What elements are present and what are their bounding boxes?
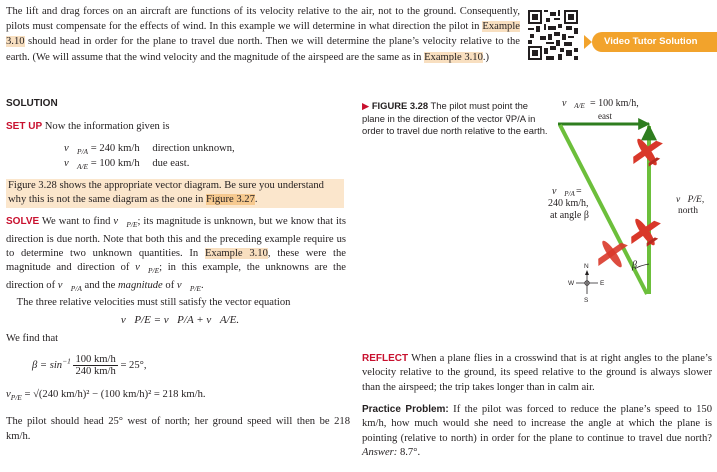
svg-text:S: S — [584, 297, 589, 304]
given-vae: $v⃗_{A/E} = 100$ km/h due east. — [64, 158, 190, 172]
vector-diagram — [546, 94, 717, 310]
example-3-10-link-2[interactable]: Example 3.10 — [424, 51, 483, 63]
intro-paragraph: The lift and drag forces on an aircraft are functions of its velocity relative to the air, not to the ground. Consequently, pilots must compensate for the effects of wind. In this example we will determine in what direction the pilot in Example 3.10 should head in order for the plane to travel due north. Then we will determine the plane’s velocity relative to the earth. (We will assume that the wind velocity and the magnitude of the airspeed are the same as in Example 3.10.) — [6, 6, 520, 63]
setup-text: Now the information given is — [44, 121, 170, 132]
example-3-10-link-3[interactable]: Example 3.10 — [204, 247, 268, 259]
svg-text:W: W — [568, 280, 575, 287]
svg-text:east: east — [598, 111, 612, 121]
setup-line — [6, 121, 170, 132]
example-3-10-link[interactable]: Example 3.10 — [6, 21, 520, 48]
beta-equation: $\beta = \sin^{-1}$ $\frac{100 km/h}{240 km/h}$ = 25°, — [32, 354, 147, 377]
svg-text:E: E — [600, 280, 605, 287]
svg-text:v⃗P/E,: v⃗P/E, — [676, 195, 705, 205]
practice-label: Practice Problem: — [362, 404, 449, 415]
svg-text:= 100 km/h,: = 100 km/h, — [590, 98, 639, 109]
reflect-label: REFLECT — [362, 353, 409, 364]
beta-arc — [635, 264, 649, 269]
figure-3-27-link[interactable]: Figure 3.27 — [206, 194, 255, 206]
conclusion-paragraph: The pilot should head 25° west of north; her ground speed will then be 218 km/h. — [6, 416, 350, 442]
figure-caption-text: The pilot must point the plane in the direction of the vector v⃗P/A in order to travel due north relative to the earth. — [362, 100, 548, 137]
ground-speed-equation: $v_{P/E} = √(240$ km/h)² − (100 km/h)² = 218 km/h. — [6, 389, 206, 403]
answer-label: Answer: — [362, 447, 398, 459]
setup-label: SET UP — [6, 121, 43, 132]
solution-heading: SOLUTION — [6, 98, 58, 109]
practice-problem-paragraph: Practice Problem: If the pilot was forced to reduce the plane’s speed to 150 km/h, how much would she need to increase the angle at which the plane is pointing (relative to north) in order for the plane to continue to travel due north? Answer: 8.7°. — [362, 404, 712, 459]
svg-text:N: N — [584, 263, 589, 270]
beta-fraction: $\frac{100 km/h}{240 km/h}$ — [75, 354, 116, 377]
svg-text:=: = — [576, 186, 582, 197]
compass-icon — [568, 263, 605, 304]
solve-label: SOLVE — [6, 216, 40, 227]
reflect-paragraph: REFLECT When a plane flies in a crosswind that is at right angles to the plane’s velocity relative to the ground, its speed relative to the ground is always slower than the airspeed; the trip takes longer than in calm air. — [362, 353, 713, 393]
svg-text:v⃗P/A: $v⃗_{P/A}$ — [552, 186, 575, 198]
svg-text:v⃗A/E: $v⃗_{A/E}$ — [562, 98, 585, 110]
find-text: We find that — [6, 333, 59, 344]
svg-text:at angle β: at angle β — [550, 210, 589, 221]
given-vpa: $v⃗_{P/A} = 240$ km/h direction unknown, — [64, 143, 235, 157]
vpa-label — [548, 186, 589, 221]
vpe-label — [676, 195, 704, 216]
vae-label — [562, 98, 639, 121]
figure-caption — [362, 100, 550, 138]
figure-number: FIGURE 3.28 — [371, 100, 429, 111]
answer-value: 8.7°. — [399, 447, 421, 459]
beta-label: β — [632, 260, 637, 271]
figure-reference-paragraph: Figure 3.28 shows the appropriate vector diagram. Be sure you understand why this is not the same diagram as the one in Figure 3.27. — [6, 179, 344, 208]
figure-marker-icon: ▶ — [362, 100, 370, 111]
svg-text:240 km/h,: 240 km/h, — [548, 198, 589, 209]
plane-icon-3 — [588, 231, 636, 278]
video-tutor-button[interactable]: Video Tutor Solution — [592, 32, 717, 52]
solve-paragraph: SOLVE We want to find $v⃗_{P/E}$; its magnitude is unknown, but we know that its direction is due north. Note that both this and the preceding example require us to determine two unknown quantities. In Example 3.10, these were the magnitude and direction of $v⃗_{P/E}$; in this example, the unknowns are the direction of $v⃗_{P/A}$ and the magnitude of $v⃗_{P/E}$. The three relative velocities must still satisfy the vector equation — [6, 216, 346, 309]
svg-text:north: north — [678, 206, 699, 216]
plane-icon-2 — [621, 209, 669, 256]
vector-equation: v⃗P/E = v⃗P/A + v⃗A/E. — [120, 314, 240, 326]
qr-code-icon[interactable] — [528, 10, 578, 60]
